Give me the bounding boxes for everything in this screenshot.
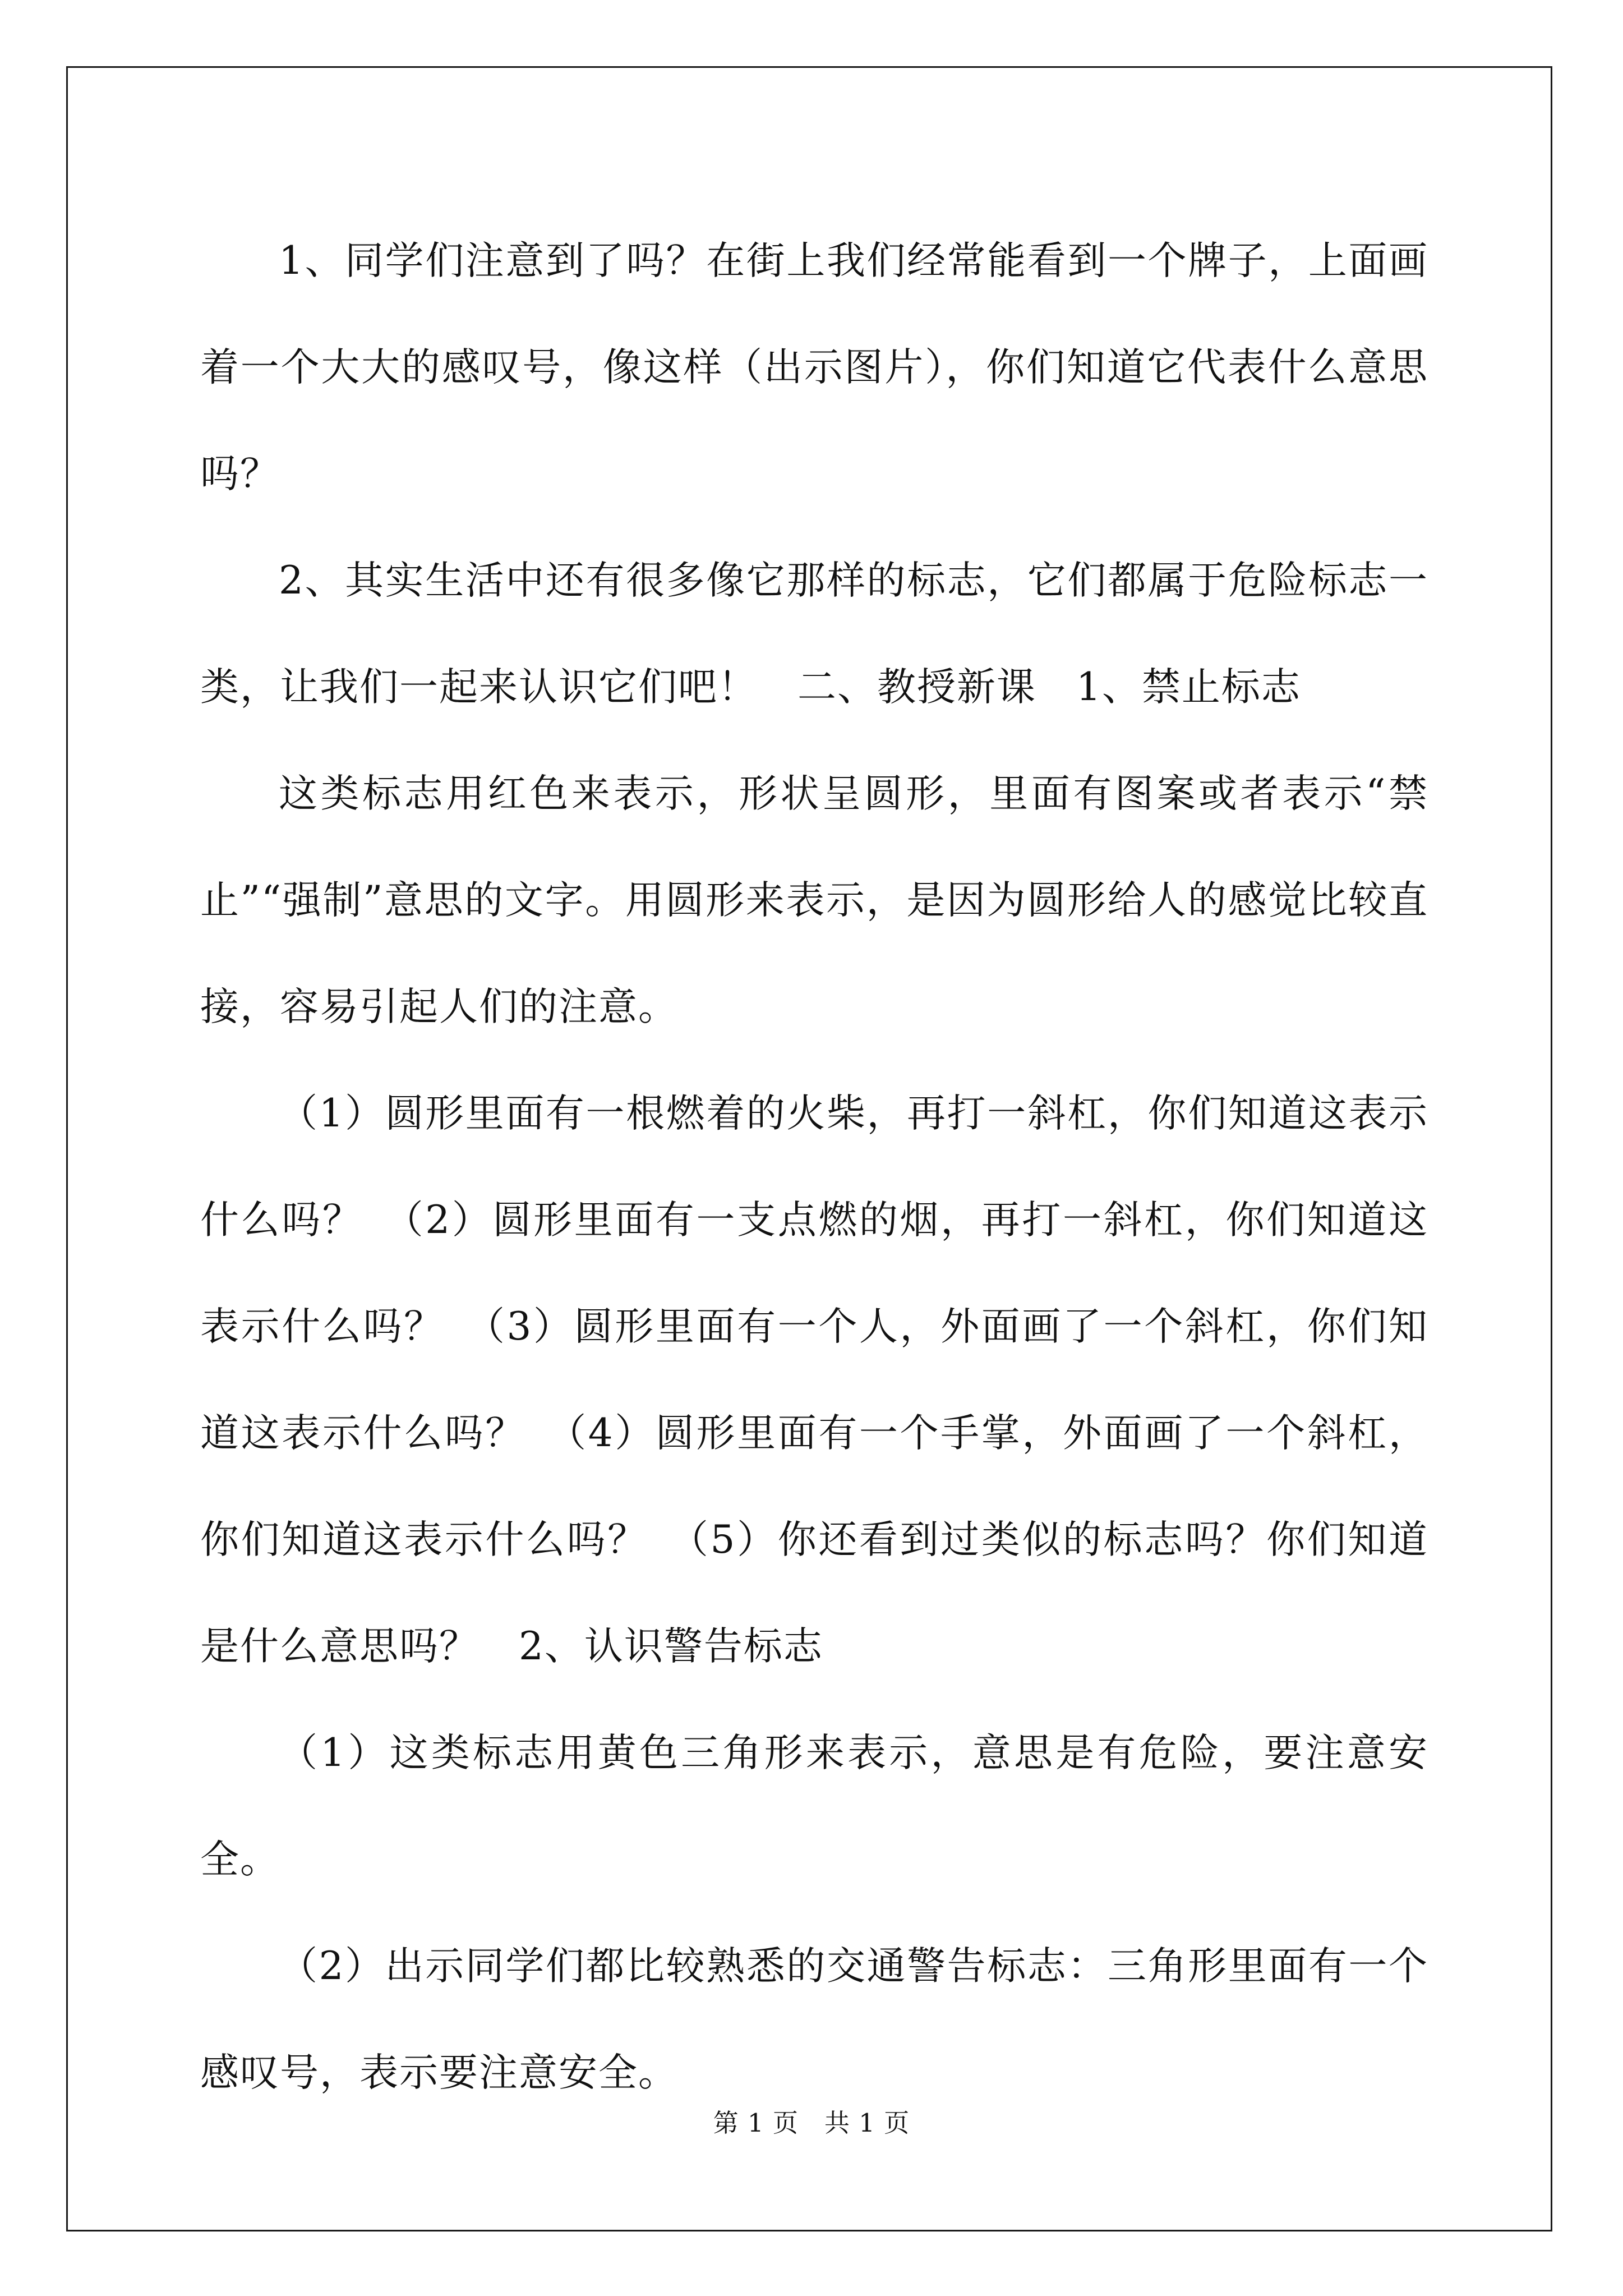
document-body — [200, 208, 1428, 2126]
paragraph-3: 这类标志用红色来表示，形状呈圆形，里面有图案或者表示“禁止”“强制”意思的文字。用圆形来表示，是因为圆形给人的感觉比较直接，容易引起人们的注意。 — [200, 771, 1428, 1029]
paragraph-5: （1）这类标志用黄色三角形来表示，意思是有危险，要注意安全。 — [200, 1731, 1428, 1882]
paragraph-4: （1）圆形里面有一根燃着的火柴，再打一斜杠，你们知道这表示什么吗？ （2）圆形里面有一支点燃的烟，再打一斜杠，你们知道这表示什么吗？ （3）圆形里面有一个人，外面画了一个斜杠，你们知道这表示什么吗？ （4）圆形里面有一个手掌，外面画了一个斜杠，你们知道这表示什么吗？ （5）你还看到过类似的标志吗？你们知道是什么意思吗？ 2、认识警告标志 — [200, 1091, 1428, 1669]
page-footer: 第 1 页 共 1 页 — [713, 2108, 910, 2138]
paragraph-2: 2、其实生活中还有很多像它那样的标志，它们都属于危险标志一类，让我们一起来认识它们吧！ 二、教授新课 1、禁止标志 — [200, 558, 1428, 710]
paragraph-1: 1、同学们注意到了吗？在街上我们经常能看到一个牌子，上面画着一个大大的感叹号，像这样（出示图片），你们知道它代表什么意思吗？ — [200, 238, 1428, 496]
paragraph-6: （2）出示同学们都比较熟悉的交通警告标志：三角形里面有一个感叹号，表示要注意安全。 — [200, 1944, 1428, 2095]
